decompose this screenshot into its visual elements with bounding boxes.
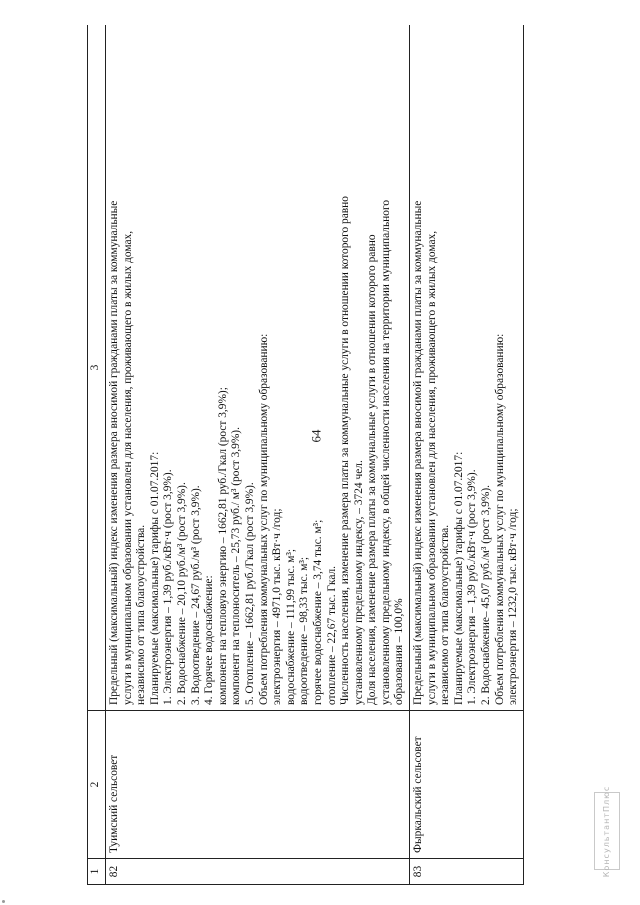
- scan-dot: [2, 900, 5, 903]
- row-number: 82: [106, 859, 410, 885]
- text-line: компонент на тепловую энергию – 1662,81 руб./Гкал (рост 3,9%);: [216, 387, 229, 705]
- text-line: водоснабжение – 111,99 тыс. м³;: [284, 548, 297, 705]
- text-line: Численность населения, изменение размера платы за коммунальные услуги в отношении которого равно: [339, 196, 352, 705]
- text-line: 1. Электроэнергия – 1,39 руб./кВт·ч (рост 3,9%).: [466, 469, 479, 705]
- header-col-1: 1: [88, 859, 106, 885]
- text-line: услуги в муниципальном образовании установлен для населения, проживающего в жилых домах,: [121, 230, 134, 705]
- text-line: 1. Электроэнергия – 1,39 руб./кВт·ч (рост 3,9%).: [162, 469, 175, 705]
- row-description: [106, 25, 410, 711]
- text-line: 5. Отопление – 1662,81 руб./Гкал (рост 3,9%).: [243, 482, 256, 705]
- text-line: 2. Водоснабжение– 45,07 руб./м³ (рост 3,9%).: [480, 485, 493, 705]
- text-line: услуги в муниципальном образовании установлен для населения, проживающего в жилых домах,: [425, 230, 438, 705]
- text-line: водоотведение – 98,33 тыс. м³;: [298, 556, 311, 705]
- stamp-text: КонсультантПлюс: [602, 785, 612, 877]
- page-number: 64: [308, 429, 324, 443]
- text-line: Объем потребления коммунальных услуг по муниципальному образованию:: [493, 333, 506, 705]
- text-line: Планируемые (максимальные) тарифы с 01.07.2017:: [148, 451, 161, 705]
- rotated-table-container: [87, 25, 623, 885]
- table-row: [106, 25, 410, 885]
- row-number: 83: [410, 859, 524, 885]
- text-line: образования – 100,0%: [393, 598, 406, 705]
- text-line: горячее водоснабжение – 3,74 тыс. м³;: [311, 519, 324, 705]
- text-line: электроэнергия – 1232,0 тыс. кВт·ч /год;: [507, 508, 520, 705]
- text-line: Объем потребления коммунальных услуг по муниципальному образованию:: [257, 333, 270, 705]
- municipality-name: Фыркальский сельсовет: [410, 711, 524, 859]
- text-line: Предельный (максимальный) индекс изменения размера вносимой гражданами платы за коммунальные: [108, 200, 120, 705]
- text-line: независимо от типа благоустройства.: [135, 524, 148, 705]
- header-col-3: 3: [88, 25, 106, 711]
- table-area: [87, 25, 623, 885]
- text-line: независимо от типа благоустройства.: [439, 524, 452, 705]
- tariff-table: [87, 25, 524, 885]
- text-line: Доля населения, изменение размера платы за коммунальные услуги в отношении которого равно: [366, 234, 379, 705]
- text-line: установленному предельному индексу, в общей численности населения на территории муниципального: [379, 199, 392, 705]
- row-description: [410, 25, 524, 711]
- table-row: [410, 25, 524, 885]
- text-line: 4. Горячее водоснабжение:: [203, 575, 216, 705]
- watermark-stamp: [594, 785, 620, 877]
- text-line: отопление – 22,67 тыс. Гкал.: [325, 565, 338, 705]
- text-line: 2. Водоснабжение – 20,10 руб./м³ (рост 3,9%).: [175, 482, 188, 705]
- text-line: Планируемые (максимальные) тарифы с 01.07.2017:: [452, 451, 465, 705]
- text-line: электроэнергия – 4971,0 тыс. кВт·ч /год;: [271, 508, 284, 705]
- text-line: установленному предельному индексу, – 3724 чел.: [352, 460, 365, 705]
- table-header-row: [88, 25, 106, 885]
- header-col-2: 2: [88, 711, 106, 859]
- text-line: 3. Водоотведение – 24,67 руб./м³ (рост 3,9%).: [189, 485, 202, 705]
- text-line: Предельный (максимальный) индекс изменения размера вносимой гражданами платы за коммунальные: [412, 200, 425, 705]
- municipality-name: Туимский сельсовет: [106, 711, 410, 859]
- text-line: компонент на теплоноситель – 25,73 руб./ м³ (рост 3,9%).: [230, 427, 243, 705]
